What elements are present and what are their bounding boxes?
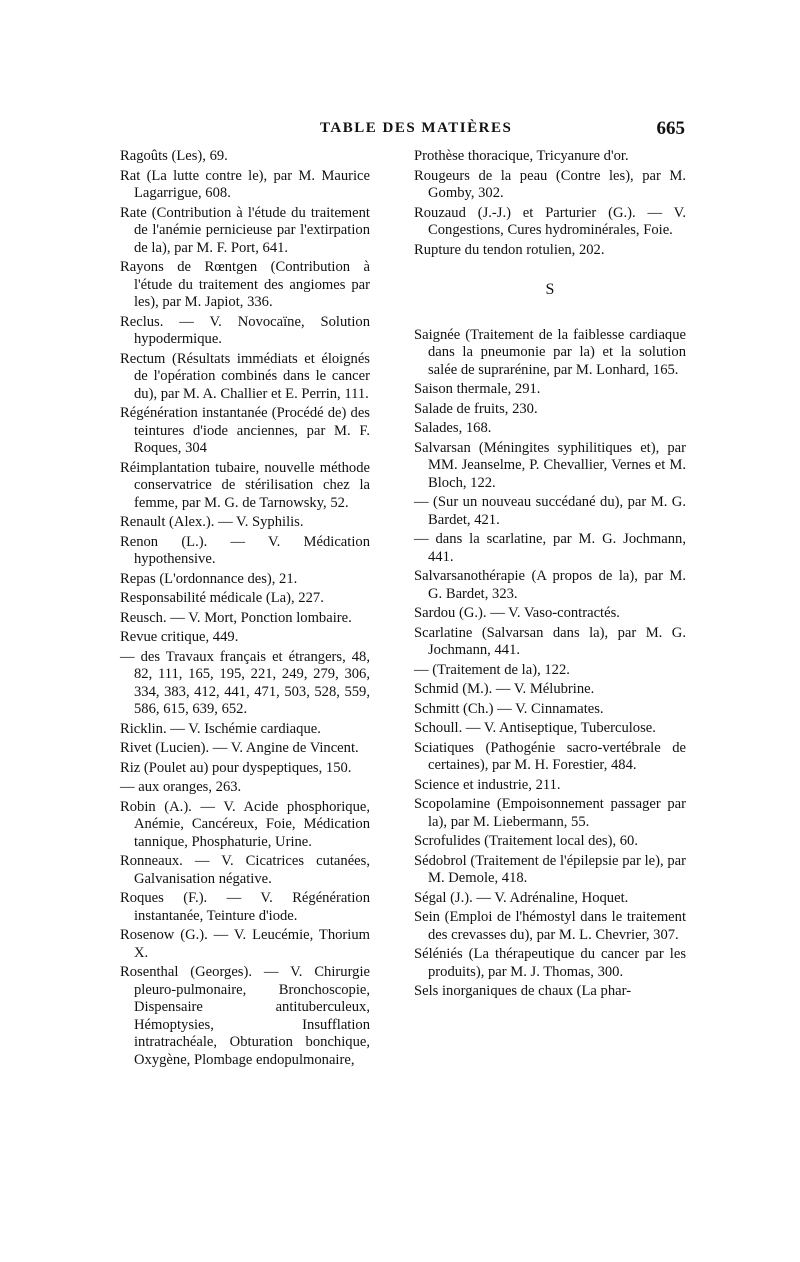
index-entry: Sciatiques (Pathogénie sacro-vertébrale de certaines), par M. H. Forestier, 484.: [414, 739, 686, 773]
index-entry: — aux oranges, 263.: [120, 779, 242, 795]
index-entry: Rosenow (G.). — V. Leucémie, Thorium X.: [120, 927, 370, 961]
index-entry: Sein (Emploi de l'hémostyl dans le traitement des crevasses du), par M. L. Chevrier, 307.: [414, 909, 686, 943]
index-entry: Schmid (M.). — V. Mélubrine.: [414, 681, 595, 697]
right-column-bottom-entries: [414, 327, 686, 1001]
index-entry: Schmitt (Ch.) — V. Cinnamates.: [414, 700, 604, 717]
right-column: [414, 148, 686, 1003]
index-entry: — (Traitement de la), 122.: [414, 661, 570, 678]
index-entry: Scarlatine (Salvarsan dans la), par M. G. Jochmann, 441.: [414, 624, 686, 658]
index-entry: Renon (L.). — V. Médication hypothensive.: [120, 533, 370, 567]
index-entry: Sels inorganiques de chaux (La phar-: [414, 983, 632, 999]
index-entry: Rate (Contribution à l'étude du traitement de l'anémie pernicieuse par l'extirpation de la), par M. F. Port, 641.: [120, 204, 370, 256]
index-entry: Robin (A.). — V. Acide phosphorique, Anémie, Cancéreux, Foie, Médication tannique, Phosphaturie, Urine.: [120, 798, 370, 850]
page-header: [120, 120, 685, 142]
right-column-top-entries: [414, 148, 686, 259]
index-entry: Renault (Alex.). — V. Syphilis.: [120, 514, 304, 530]
index-entry: Réimplantation tubaire, nouvelle méthode conservatrice de stérilisation chez la femme, par M. G. de Tarnowsky, 52.: [120, 459, 370, 511]
index-entry: Prothèse thoracique, Tricyanure d'or.: [414, 148, 629, 164]
index-entry: Rayons de Rœntgen (Contribution à l'étude du traitement des angiomes par les), par M. Japiot, 336.: [120, 259, 370, 310]
index-entry: Rat (La lutte contre le), par M. Maurice Lagarrigue, 608.: [120, 167, 370, 201]
index-entry: Salade de fruits, 230.: [414, 400, 538, 417]
left-column: [120, 148, 370, 1071]
index-entry: Salvarsan (Méningites syphilitiques et), par MM. Jeanselme, P. Chevallier, Vernes et M. Bloch, 122.: [414, 439, 686, 491]
index-entry: Riz (Poulet au) pour dyspeptiques, 150.: [120, 759, 352, 776]
index-entry: Saignée (Traitement de la faiblesse cardiaque dans la pneumonie par la) et la solution salée de suprarénine, par M. Lonhard, 165.: [414, 326, 686, 378]
index-entry: Ségal (J.). — V. Adrénaline, Hoquet.: [414, 889, 629, 906]
index-entry: Rouzaud (J.-J.) et Parturier (G.). — V. Congestions, Cures hydrominérales, Foie.: [414, 204, 686, 238]
index-entry: Sardou (G.). — V. Vaso-contractés.: [414, 605, 620, 621]
index-entry: Ronneaux. — V. Cicatrices cutanées, Galvanisation négative.: [120, 853, 370, 887]
index-entry: Reclus. — V. Novocaïne, Solution hypodermique.: [120, 313, 370, 347]
index-entry: Ragoûts (Les), 69.: [120, 148, 228, 164]
index-entry: Responsabilité médicale (La), 227.: [120, 590, 324, 606]
index-entry: Salades, 168.: [414, 420, 492, 436]
index-entry: Schoull. — V. Antiseptique, Tuberculose.: [414, 720, 656, 736]
index-entry: Salvarsanothérapie (A propos de la), par M. G. Bardet, 323.: [414, 568, 686, 602]
index-entry: Saison thermale, 291.: [414, 381, 541, 397]
index-entry: Rectum (Résultats immédiats et éloignés de l'opération combinés dans le cancer du), par M. A. Challier et E. Perrin, 111.: [120, 350, 370, 402]
index-entry: Reusch. — V. Mort, Ponction lombaire.: [120, 609, 352, 626]
index-entry: Rosenthal (Georges). — V. Chirurgie pleuro-pulmonaire, Bronchoscopie, Dispensaire antituberculeux, Hémoptysies, Insufflation intratrachéale, Obturation bonchique, Oxygène, Plombage endopulmonaire,: [120, 964, 370, 1068]
index-entry: Science et industrie, 211.: [414, 776, 561, 793]
index-entry: — des Travaux français et étrangers, 48, 82, 111, 165, 195, 221, 249, 279, 306, 334, 383, 412, 441, 471, 503, 528, 559, 586, 615, 639, 652.: [120, 648, 370, 717]
page-number: 665: [656, 118, 685, 139]
index-entry: Roques (F.). — V. Régénération instantanée, Teinture d'iode.: [120, 890, 370, 924]
index-entry: Repas (L'ordonnance des), 21.: [120, 570, 298, 587]
section-letter: S: [545, 281, 555, 298]
index-entry: Séléniés (La thérapeutique du cancer par les produits), par M. J. Thomas, 300.: [414, 946, 686, 980]
index-entry: Scrofulides (Traitement local des), 60.: [414, 833, 638, 849]
index-entry: Rupture du tendon rotulien, 202.: [414, 241, 605, 258]
index-entry: Rivet (Lucien). — V. Angine de Vincent.: [120, 740, 359, 756]
index-entry: Rougeurs de la peau (Contre les), par M. Gomby, 302.: [414, 167, 686, 201]
running-head: TABLE DES MATIÈRES: [320, 120, 513, 136]
index-entry: Scopolamine (Empoisonnement passager par la), par M. Liebermann, 55.: [414, 796, 686, 830]
index-entry: Sédobrol (Traitement de l'épilepsie par le), par M. Demole, 418.: [414, 852, 686, 886]
index-entry: Ricklin. — V. Ischémie cardiaque.: [120, 720, 321, 737]
index-entry: — (Sur un nouveau succédané du), par M. G. Bardet, 421.: [414, 494, 686, 528]
index-entry: Revue critique, 449.: [120, 629, 239, 645]
index-entry: — dans la scarlatine, par M. G. Jochmann, 441.: [414, 531, 686, 565]
index-entry: Régénération instantanée (Procédé de) des teintures d'iode anciennes, par M. F. Roques, 304: [120, 405, 370, 456]
